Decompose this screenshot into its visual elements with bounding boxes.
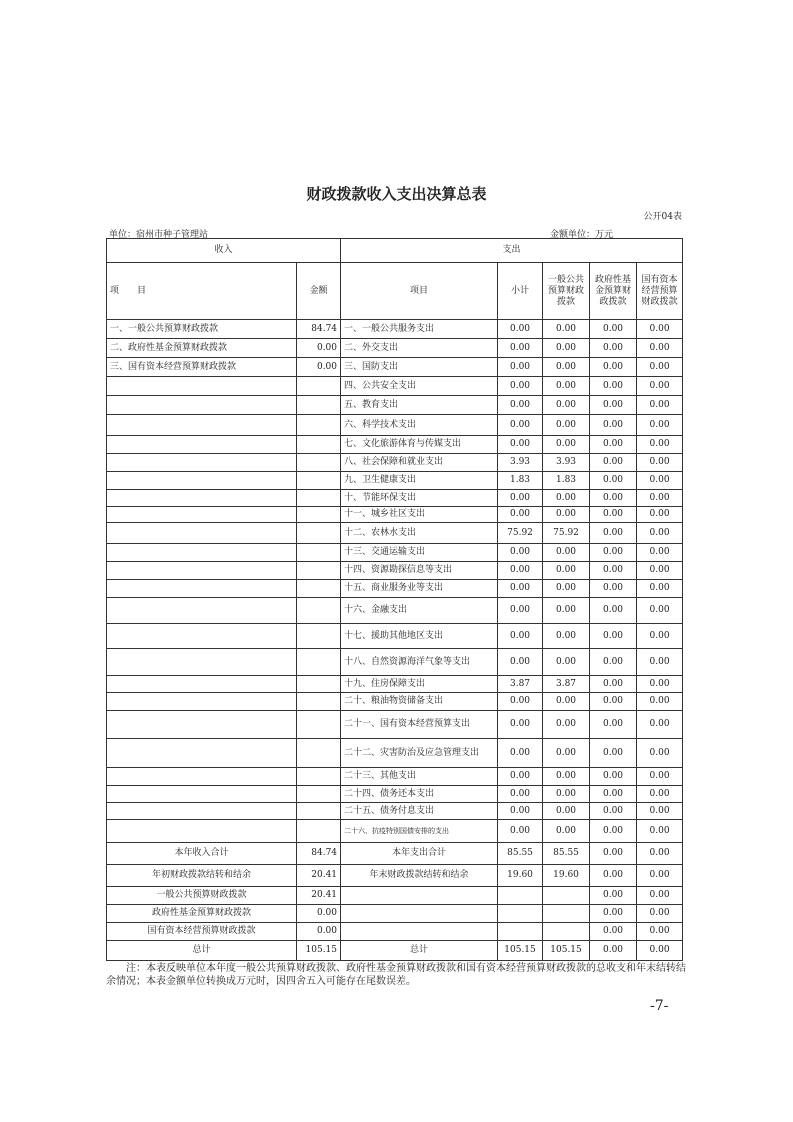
income-amount <box>297 768 341 786</box>
expense-item: 十二、农林水支出 <box>341 523 498 544</box>
exp-item-header: 项目 <box>341 263 498 320</box>
state-budget: 0.00 <box>637 544 683 562</box>
expense-item: 五、教育支出 <box>341 396 498 415</box>
fund-budget: 0.00 <box>590 472 637 490</box>
income-header: 收入 <box>107 239 341 263</box>
table-row <box>107 544 683 562</box>
subtotal: 0.00 <box>498 598 543 624</box>
income-amount: 20.41 <box>297 865 341 887</box>
fund-budget: 0.00 <box>590 320 637 339</box>
fund-budget: 0.00 <box>590 887 637 905</box>
summary-row <box>107 843 683 865</box>
expense-item: 二十六、抗疫特别国债安排的支出 <box>341 820 498 843</box>
subtotal: 0.00 <box>498 320 543 339</box>
income-amount <box>297 396 341 415</box>
expense-item: 年末财政拨款结转和结余 <box>341 865 498 887</box>
subtotal: 75.92 <box>498 523 543 544</box>
fund-budget: 0.00 <box>590 676 637 693</box>
expense-header: 支出 <box>341 239 683 263</box>
income-amount <box>297 739 341 768</box>
state-budget: 0.00 <box>637 490 683 507</box>
state-budget: 0.00 <box>637 820 683 843</box>
state-budget: 0.00 <box>637 320 683 339</box>
fund-budget: 0.00 <box>590 905 637 923</box>
income-amount <box>297 803 341 820</box>
subtotal: 0.00 <box>498 739 543 768</box>
table-row <box>107 490 683 507</box>
general-budget: 3.87 <box>543 676 590 693</box>
expense-item: 二十五、债务付息支出 <box>341 803 498 820</box>
subtotal: 85.55 <box>498 843 543 865</box>
table-row <box>107 396 683 415</box>
state-budget: 0.00 <box>637 580 683 598</box>
income-item <box>107 415 297 436</box>
table-row <box>107 580 683 598</box>
general-budget: 3.93 <box>543 454 590 472</box>
income-item <box>107 507 297 523</box>
expense-item: 二、外交支出 <box>341 339 498 358</box>
state-budget: 0.00 <box>637 436 683 454</box>
general-budget: 75.92 <box>543 523 590 544</box>
expense-item: 十七、援助其他地区支出 <box>341 624 498 649</box>
fund-budget: 0.00 <box>590 598 637 624</box>
general-budget: 0.00 <box>543 415 590 436</box>
income-amount <box>297 624 341 649</box>
fund-budget: 0.00 <box>590 843 637 865</box>
income-item <box>107 693 297 711</box>
fund-budget: 0.00 <box>590 544 637 562</box>
table-row <box>107 415 683 436</box>
income-item <box>107 396 297 415</box>
income-amount <box>297 693 341 711</box>
expense-item: 九、卫生健康支出 <box>341 472 498 490</box>
general-budget: 1.83 <box>543 472 590 490</box>
income-item <box>107 544 297 562</box>
subtotal <box>498 905 543 923</box>
fund-budget: 0.00 <box>590 580 637 598</box>
subtotal-header: 小计 <box>498 263 543 320</box>
expense-item: 一、一般公共服务支出 <box>341 320 498 339</box>
form-code: 公开04表 <box>643 212 682 222</box>
fund-budget: 0.00 <box>590 739 637 768</box>
income-item <box>107 523 297 544</box>
table-row <box>107 472 683 490</box>
fund-budget: 0.00 <box>590 377 637 396</box>
subtotal: 0.00 <box>498 490 543 507</box>
general-budget: 0.00 <box>543 693 590 711</box>
general-budget: 0.00 <box>543 490 590 507</box>
general-budget: 0.00 <box>543 768 590 786</box>
table-row <box>107 377 683 396</box>
state-header: 国有资本经营预算财政拨款 <box>637 263 683 320</box>
state-budget: 0.00 <box>637 711 683 739</box>
table-row <box>107 693 683 711</box>
table-row <box>107 624 683 649</box>
fund-budget: 0.00 <box>590 436 637 454</box>
table-row <box>107 711 683 739</box>
expense-item <box>341 923 498 941</box>
income-amount <box>297 377 341 396</box>
income-item <box>107 472 297 490</box>
expense-item: 十八、自然资源海洋气象等支出 <box>341 649 498 676</box>
state-budget: 0.00 <box>637 339 683 358</box>
expense-item: 二十三、其他支出 <box>341 768 498 786</box>
income-item <box>107 562 297 580</box>
income-item <box>107 676 297 693</box>
subtotal: 0.00 <box>498 562 543 580</box>
expense-item: 本年支出合计 <box>341 843 498 865</box>
state-budget: 0.00 <box>637 598 683 624</box>
fund-budget: 0.00 <box>590 941 637 961</box>
subtotal: 19.60 <box>498 865 543 887</box>
income-amount <box>297 580 341 598</box>
expense-item: 十、节能环保支出 <box>341 490 498 507</box>
amount-unit-label: 金额单位：万元 <box>550 230 614 240</box>
table-row <box>107 436 683 454</box>
general-budget: 0.00 <box>543 598 590 624</box>
expense-item: 十六、金融支出 <box>341 598 498 624</box>
general-budget: 0.00 <box>543 436 590 454</box>
general-budget: 0.00 <box>543 711 590 739</box>
fund-budget: 0.00 <box>590 624 637 649</box>
footnote: 注：本表反映单位本年度一般公共预算财政拨款、政府性基金预算财政拨款和国有资本经营预算财政拨款的总收支和年末结转结余情况；本表金额单位转换成万元时，因四舍五入可能存在尾数误差。 <box>106 963 686 987</box>
subtotal: 0.00 <box>498 711 543 739</box>
general-budget: 0.00 <box>543 739 590 768</box>
expense-item: 六、科学技术支出 <box>341 415 498 436</box>
expense-item: 十九、住房保障支出 <box>341 676 498 693</box>
summary-row <box>107 865 683 887</box>
fund-budget: 0.00 <box>590 490 637 507</box>
subtotal: 0.00 <box>498 624 543 649</box>
expense-item <box>341 887 498 905</box>
subtotal: 1.83 <box>498 472 543 490</box>
summary-row <box>107 923 683 941</box>
table-row <box>107 339 683 358</box>
general-budget: 0.00 <box>543 320 590 339</box>
income-item: 政府性基金预算财政拨款 <box>107 905 297 923</box>
document-title: 财政拨款收入支出决算总表 <box>306 185 487 203</box>
table-row <box>107 320 683 339</box>
expense-item: 二十一、国有资本经营预算支出 <box>341 711 498 739</box>
general-header: 一般公共预算财政拨款 <box>543 263 590 320</box>
expense-item: 总计 <box>341 941 498 961</box>
income-item <box>107 624 297 649</box>
income-amount <box>297 415 341 436</box>
subtotal: 0.00 <box>498 377 543 396</box>
table-row <box>107 454 683 472</box>
expense-item: 七、文化旅游体育与传媒支出 <box>341 436 498 454</box>
state-budget: 0.00 <box>637 941 683 961</box>
summary-row <box>107 941 683 961</box>
general-budget: 0.00 <box>543 580 590 598</box>
unit-label: 单位：宿州市种子管理站 <box>109 230 209 240</box>
income-item: 年初财政拨款结转和结余 <box>107 865 297 887</box>
income-amount: 105.15 <box>297 941 341 961</box>
table-row <box>107 358 683 377</box>
state-budget: 0.00 <box>637 649 683 676</box>
subtotal: 3.87 <box>498 676 543 693</box>
income-amount <box>297 472 341 490</box>
state-budget: 0.00 <box>637 562 683 580</box>
table-row <box>107 820 683 843</box>
expense-item: 十五、商业服务业等支出 <box>341 580 498 598</box>
general-budget: 0.00 <box>543 507 590 523</box>
fund-budget: 0.00 <box>590 786 637 803</box>
subtotal: 0.00 <box>498 693 543 711</box>
state-budget: 0.00 <box>637 472 683 490</box>
income-item <box>107 768 297 786</box>
table-row <box>107 676 683 693</box>
fund-header: 政府性基金预算财政拨款 <box>590 263 637 320</box>
expense-item: 四、公共安全支出 <box>341 377 498 396</box>
subtotal: 0.00 <box>498 768 543 786</box>
expense-item: 二十二、灾害防治及应急管理支出 <box>341 739 498 768</box>
income-amount: 20.41 <box>297 887 341 905</box>
fund-budget: 0.00 <box>590 507 637 523</box>
income-amount <box>297 676 341 693</box>
state-budget: 0.00 <box>637 358 683 377</box>
summary-row <box>107 887 683 905</box>
subtotal: 0.00 <box>498 786 543 803</box>
state-budget: 0.00 <box>637 923 683 941</box>
income-item <box>107 649 297 676</box>
fund-budget: 0.00 <box>590 415 637 436</box>
subtotal: 0.00 <box>498 415 543 436</box>
expense-item: 十一、城乡社区支出 <box>341 507 498 523</box>
income-item: 总计 <box>107 941 297 961</box>
general-budget: 85.55 <box>543 843 590 865</box>
general-budget <box>543 887 590 905</box>
fund-budget: 0.00 <box>590 396 637 415</box>
general-budget: 0.00 <box>543 803 590 820</box>
general-budget: 19.60 <box>543 865 590 887</box>
income-item <box>107 739 297 768</box>
fund-budget: 0.00 <box>590 693 637 711</box>
general-budget: 0.00 <box>543 820 590 843</box>
income-item: 本年收入合计 <box>107 843 297 865</box>
state-budget: 0.00 <box>637 377 683 396</box>
table-row <box>107 562 683 580</box>
table-row <box>107 768 683 786</box>
fund-budget: 0.00 <box>590 358 637 377</box>
subtotal: 0.00 <box>498 580 543 598</box>
fund-budget: 0.00 <box>590 711 637 739</box>
fund-budget: 0.00 <box>590 523 637 544</box>
expense-item: 十四、资源勘探信息等支出 <box>341 562 498 580</box>
summary-row <box>107 905 683 923</box>
fund-budget: 0.00 <box>590 768 637 786</box>
subtotal: 0.00 <box>498 803 543 820</box>
general-budget: 0.00 <box>543 339 590 358</box>
state-budget: 0.00 <box>637 768 683 786</box>
subtotal: 0.00 <box>498 436 543 454</box>
fund-budget: 0.00 <box>590 865 637 887</box>
item-header: 项 目 <box>107 263 297 320</box>
budget-table <box>106 238 683 961</box>
table-row <box>107 649 683 676</box>
expense-item: 二十、粮油物资储备支出 <box>341 693 498 711</box>
income-item: 国有资本经营预算财政拨款 <box>107 923 297 941</box>
state-budget: 0.00 <box>637 786 683 803</box>
income-item <box>107 786 297 803</box>
income-amount <box>297 507 341 523</box>
subtotal: 0.00 <box>498 396 543 415</box>
income-item <box>107 490 297 507</box>
income-item: 一般公共预算财政拨款 <box>107 887 297 905</box>
income-item: 一、一般公共预算财政拨款 <box>107 320 297 339</box>
income-item <box>107 377 297 396</box>
expense-item <box>341 905 498 923</box>
income-amount <box>297 598 341 624</box>
income-amount <box>297 523 341 544</box>
income-item: 二、政府性基金预算财政拨款 <box>107 339 297 358</box>
table-row <box>107 523 683 544</box>
income-item: 三、国有资本经营预算财政拨款 <box>107 358 297 377</box>
income-item <box>107 436 297 454</box>
state-budget: 0.00 <box>637 803 683 820</box>
expense-item: 八、社会保障和就业支出 <box>341 454 498 472</box>
general-budget: 0.00 <box>543 358 590 377</box>
income-item <box>107 454 297 472</box>
income-item <box>107 820 297 843</box>
general-budget: 0.00 <box>543 562 590 580</box>
income-amount <box>297 820 341 843</box>
state-budget: 0.00 <box>637 415 683 436</box>
state-budget: 0.00 <box>637 739 683 768</box>
income-amount <box>297 649 341 676</box>
state-budget: 0.00 <box>637 887 683 905</box>
general-budget: 0.00 <box>543 649 590 676</box>
state-budget: 0.00 <box>637 865 683 887</box>
general-budget: 0.00 <box>543 624 590 649</box>
income-amount: 0.00 <box>297 358 341 377</box>
subtotal: 0.00 <box>498 339 543 358</box>
expense-item: 三、国防支出 <box>341 358 498 377</box>
fund-budget: 0.00 <box>590 454 637 472</box>
table-row <box>107 739 683 768</box>
income-amount <box>297 544 341 562</box>
income-amount: 84.74 <box>297 843 341 865</box>
income-amount: 0.00 <box>297 923 341 941</box>
general-budget: 0.00 <box>543 544 590 562</box>
income-amount <box>297 786 341 803</box>
fund-budget: 0.00 <box>590 339 637 358</box>
income-amount <box>297 562 341 580</box>
table-row <box>107 507 683 523</box>
income-item <box>107 711 297 739</box>
page-number: -7- <box>650 998 669 1014</box>
general-budget <box>543 923 590 941</box>
subtotal: 0.00 <box>498 358 543 377</box>
general-budget <box>543 905 590 923</box>
state-budget: 0.00 <box>637 523 683 544</box>
general-budget: 0.00 <box>543 396 590 415</box>
state-budget: 0.00 <box>637 693 683 711</box>
subtotal <box>498 887 543 905</box>
income-amount <box>297 711 341 739</box>
table-row <box>107 786 683 803</box>
fund-budget: 0.00 <box>590 820 637 843</box>
subtotal: 0.00 <box>498 507 543 523</box>
table-row <box>107 598 683 624</box>
expense-item: 二十四、债务还本支出 <box>341 786 498 803</box>
income-amount <box>297 436 341 454</box>
income-amount <box>297 490 341 507</box>
fund-budget: 0.00 <box>590 649 637 676</box>
state-budget: 0.00 <box>637 454 683 472</box>
subtotal: 3.93 <box>498 454 543 472</box>
amount-header: 金额 <box>297 263 341 320</box>
state-budget: 0.00 <box>637 507 683 523</box>
income-item <box>107 598 297 624</box>
expense-item: 十三、交通运输支出 <box>341 544 498 562</box>
subtotal: 0.00 <box>498 544 543 562</box>
fund-budget: 0.00 <box>590 562 637 580</box>
income-amount: 0.00 <box>297 339 341 358</box>
general-budget: 0.00 <box>543 786 590 803</box>
income-item <box>107 803 297 820</box>
fund-budget: 0.00 <box>590 923 637 941</box>
general-budget: 0.00 <box>543 377 590 396</box>
state-budget: 0.00 <box>637 843 683 865</box>
income-amount: 0.00 <box>297 905 341 923</box>
table-row <box>107 803 683 820</box>
subtotal: 105.15 <box>498 941 543 961</box>
income-amount: 84.74 <box>297 320 341 339</box>
state-budget: 0.00 <box>637 676 683 693</box>
fund-budget: 0.00 <box>590 803 637 820</box>
income-amount <box>297 454 341 472</box>
income-item <box>107 580 297 598</box>
state-budget: 0.00 <box>637 624 683 649</box>
subtotal: 0.00 <box>498 649 543 676</box>
subtotal <box>498 923 543 941</box>
general-budget: 105.15 <box>543 941 590 961</box>
state-budget: 0.00 <box>637 905 683 923</box>
subtotal: 0.00 <box>498 820 543 843</box>
state-budget: 0.00 <box>637 396 683 415</box>
